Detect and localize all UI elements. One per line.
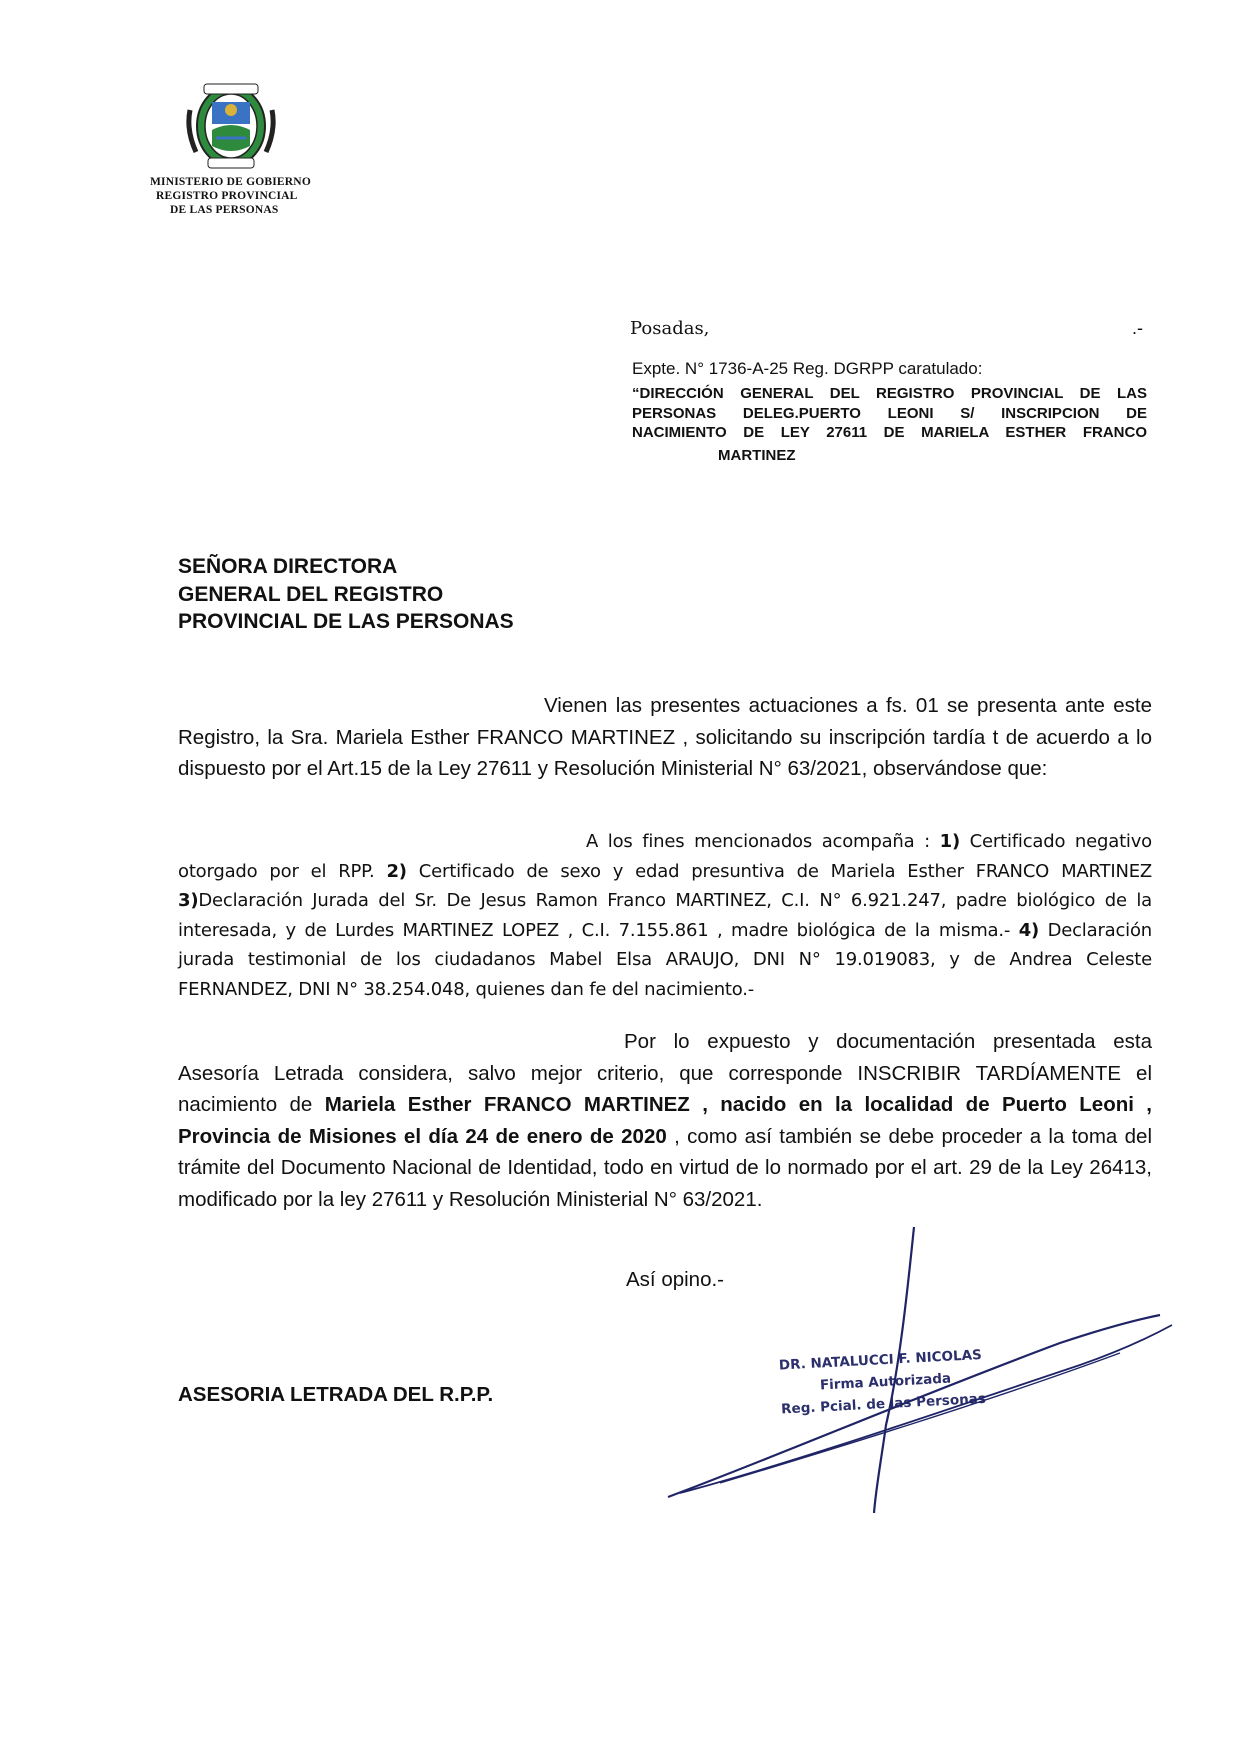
case-title-line: NACIMIENTO DE LEY 27611 DE MARIELA ESTHER FRANCO	[632, 424, 1147, 441]
item-number: 4)	[1018, 919, 1040, 941]
case-title	[632, 384, 1147, 443]
case-title-last-line: MARTINEZ	[718, 447, 796, 464]
ministry-header	[150, 175, 311, 217]
case-title-line: “DIRECCIÓN GENERAL DEL REGISTRO PROVINCIAL DE LAS	[632, 385, 1147, 402]
item-text: Declaración jurada testimonial de los ciudadanos Mabel Elsa ARAUJO, DNI N° 19.019083, y de Andrea Celeste FERNANDEZ, DNI N° 38.254.048, quienes dan fe del nacimiento.-	[178, 919, 1152, 1000]
addressee	[178, 553, 514, 636]
stamp-line: Firma Autorizada	[819, 1370, 952, 1394]
ministry-line: REGISTRO PROVINCIAL	[156, 190, 298, 202]
signing-office: ASESORIA LETRADA DEL R.P.P.	[178, 1383, 494, 1406]
paragraph-intro-text: Vienen las presentes actuaciones a fs. 01 se presenta ante este Registro, la Sra. Mariela Esther FRANCO MARTINEZ , solicitando su inscripción tardía t de acuerdo a lo dispuesto por el Art.15 de la Ley 27611 y Resolución Ministerial N° 63/2021, observándose que:	[178, 694, 1152, 780]
ministry-line: DE LAS PERSONAS	[170, 204, 279, 216]
paragraph-conclusion	[178, 1026, 1152, 1215]
paragraph-intro	[178, 690, 1152, 785]
item-number: 1)	[939, 831, 961, 852]
conclusion-bold-text: Mariela Esther FRANCO MARTINEZ , nacido en la localidad de Puerto Leoni , Provincia de Misiones el día 24 de enero de 2020	[178, 1093, 1152, 1148]
provincial-seal-icon	[182, 80, 280, 172]
place-date: Posadas,	[630, 318, 710, 339]
place-date-suffix: .-	[1132, 318, 1143, 338]
documents-intro: A los fines mencionados acompaña :	[586, 831, 940, 852]
conclusion-text: , como así también se debe proceder a la toma del trámite del Documento Nacional de Identidad, todo en virtud de lo normado por el art. 29 de la Ley 26413, modificado por la ley 27611 y Resolución Ministerial N° 63/2021.	[178, 1124, 1152, 1211]
addressee-line: GENERAL DEL REGISTRO	[178, 582, 444, 606]
addressee-line: PROVINCIAL DE LAS PERSONAS	[178, 610, 514, 633]
closing-phrase: Así opino.-	[626, 1268, 724, 1291]
stamp-line: Reg. Pcial. de las Personas	[780, 1390, 987, 1418]
item-text: Certificado de sexo y edad presuntiva de Mariela Esther FRANCO MARTINEZ	[406, 860, 1153, 882]
item-number: 3)	[178, 890, 199, 911]
item-text: Certificado negativo otorgado por el RPP.	[178, 831, 1152, 882]
stamp-line: DR. NATALUCCI F. NICOLAS	[778, 1346, 983, 1374]
conclusion-text: Por lo expuesto y documentación presentada esta Asesoría Letrada considera, salvo mejor criterio, que corresponde INSCRIBIR TARDÍAMENTE el nacimiento de	[178, 1030, 1152, 1116]
handwritten-signature-icon	[660, 1225, 1180, 1515]
ministry-line: MINISTERIO DE GOBIERNO	[150, 176, 311, 188]
file-reference: Expte. N° 1736-A-25 Reg. DGRPP caratulado:	[632, 359, 983, 378]
addressee-line: SEÑORA DIRECTORA	[178, 555, 398, 578]
item-number: 2)	[386, 860, 407, 882]
item-text: Declaración Jurada del Sr. De Jesus Ramon Franco MARTINEZ, C.I. N° 6.921.247, padre biológico de la interesada, y de Lurdes MARTINEZ LOPEZ , C.I. 7.155.861 , madre biológica de la misma.-	[178, 890, 1152, 941]
paragraph-documents	[178, 827, 1152, 1004]
case-title-line: PERSONAS DELEG.PUERTO LEONI S/ INSCRIPCION DE	[632, 404, 1147, 422]
